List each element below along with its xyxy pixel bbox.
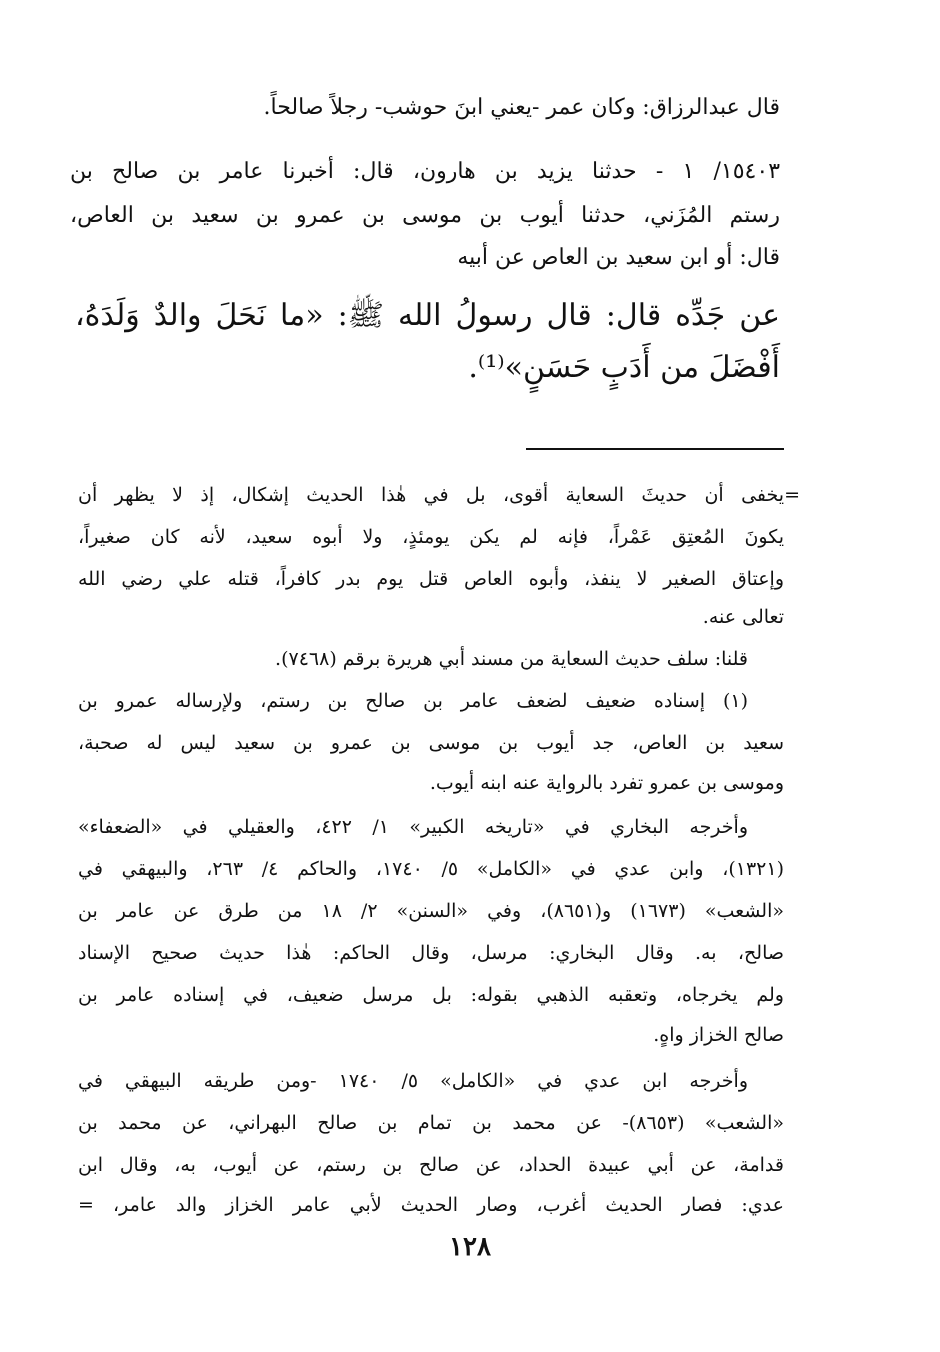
footnote-line: صالح، به. وقال البخاري: مرسل، وقال الحاكم: هٰذا حديث صحيح الإسناد	[78, 942, 784, 964]
footnote-line: (١٣٢١)، وابن عدي في «الكامل» ٥/ ١٧٤٠، والحاكم ٤/ ٢٦٣، والبيهقي في	[78, 858, 784, 880]
footnote-line: سعيد بن العاص، جد أيوب بن موسى بن عمرو بن سعيد ليس له صحبة،	[78, 732, 784, 754]
main-text-line: قال: أو ابن سعيد بن العاص عن أبيه	[457, 245, 780, 270]
footnote-line: «الشعب» (١٦٧٣) و(٨٦٥١)، وفي «السنن» ٢/ ١٨ من طرق عن عامر بن	[78, 900, 784, 922]
main-text-line: ١٥٤٠٣/ ١ - حدثنا يزيد بن هارون، قال: أخبرنا عامر بن صالح بن	[70, 159, 781, 184]
footnote-line: ولم يخرجاه، وتعقبه الذهبي بقوله: بل مرسل ضعيف، في إسناده عامر بن	[78, 984, 784, 1006]
main-text-line: رستم المُزَني، حدثنا أيوب بن موسى بن عمرو بن سعيد بن العاص،	[70, 203, 780, 228]
footnote-line: وإعتاق الصغير لا ينفذ، وأبوه العاص قتل يوم بدر كافراً، قتله علي رضي الله	[78, 568, 784, 590]
hadith-text-line: عن جَدِّه قال: قال رسولُ الله ﷺ: «ما نَحَلَ والدٌ وَلَدَهُ،	[75, 298, 780, 333]
footnote-line: (١) إسناده ضعيف لضعف عامر بن صالح بن رستم، ولإرساله عمرو بن	[78, 690, 748, 712]
hadith-text-line: أَفْضَلَ من أَدَبٍ حَسَنٍ»⁽¹⁾.	[468, 350, 780, 385]
page-number: ١٢٨	[449, 1232, 491, 1262]
footnote-separator	[526, 448, 784, 450]
footnote-line: قدامة، عن أبي عبيدة الحداد، عن صالح بن رستم، عن أيوب، به، وقال ابن	[78, 1154, 784, 1176]
footnote-line: وأخرجه ابن عدي في «الكامل» ٥/ ١٧٤٠ -ومن طريقه البيهقي في	[78, 1070, 748, 1092]
footnote-line: قلنا: سلف حديث السعاية من مسند أبي هريرة برقم (٧٤٦٨).	[275, 648, 748, 670]
footnote-line: عدي: فصار الحديث أغرب، وصار الحديث لأبي عامر الخزاز والد عامر، =	[78, 1194, 784, 1216]
footnote-line: وأخرجه البخاري في «تاريخه الكبير» ١/ ٤٢٢، والعقيلي في «الضعفاء»	[78, 816, 748, 838]
footnote-line: =يخفى أن حديثَ السعاية أقوى، بل في هٰذا الحديث إشكال، إذ لا يظهر أن	[78, 484, 800, 506]
footnote-line: وموسى بن عمرو تفرد بالرواية عنه ابنه أيوب.	[429, 772, 784, 794]
footnote-line: يكونَ المُعتِق عَمْراً، فإنه لم يكن يومئذٍ، ولا أبوه سعيد، لأنه كان صغيراً،	[78, 526, 784, 548]
main-text-line: قال عبدالرزاق: وكان عمر -يعني ابنَ حوشب- رجلاً صالحاً.	[263, 95, 780, 120]
footnote-line: تعالى عنه.	[702, 606, 784, 628]
footnote-line: «الشعب» (٨٦٥٣)- عن محمد بن تمام بن صالح البهراني، عن محمد بن	[78, 1112, 785, 1134]
footnote-line: صالح الخزاز واهٍ.	[653, 1024, 784, 1046]
